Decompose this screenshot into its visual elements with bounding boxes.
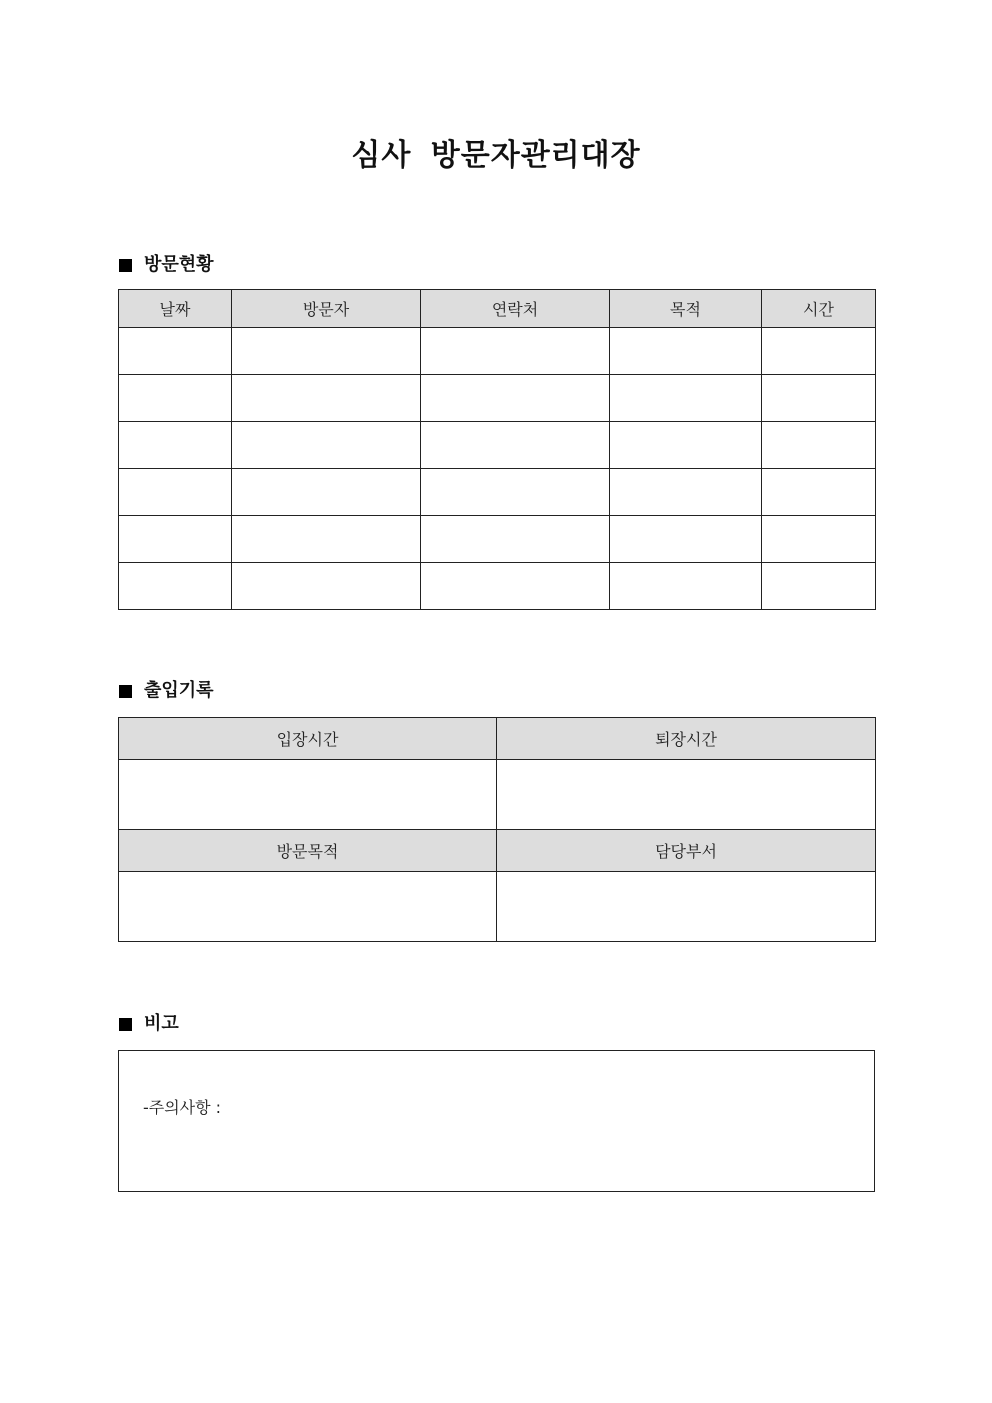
visitor-cell[interactable]: [232, 375, 421, 422]
remarks-note: -주의사항 :: [143, 1098, 222, 1117]
black-square-icon: [119, 1018, 132, 1031]
date-cell[interactable]: [119, 563, 232, 610]
exit-time-cell[interactable]: [497, 760, 876, 830]
time-cell[interactable]: [762, 422, 876, 469]
date-cell[interactable]: [119, 328, 232, 375]
column-header-date: 날짜: [119, 290, 232, 328]
section-heading-label: 출입기록: [144, 680, 214, 701]
purpose-cell[interactable]: [610, 563, 762, 610]
contact-cell[interactable]: [421, 328, 610, 375]
column-header-contact: 연락처: [421, 290, 610, 328]
table-row: [119, 469, 876, 516]
column-header-visitor: 방문자: [232, 290, 421, 328]
date-cell[interactable]: [119, 375, 232, 422]
contact-cell[interactable]: [421, 469, 610, 516]
document-title: 심사 방문자관리대장: [351, 138, 641, 173]
visitor-cell[interactable]: [232, 516, 421, 563]
table-header-row: [119, 290, 876, 328]
entry-time-cell[interactable]: [119, 760, 497, 830]
time-cell[interactable]: [762, 516, 876, 563]
time-cell[interactable]: [762, 469, 876, 516]
table-row: [119, 563, 876, 610]
purpose-cell[interactable]: [610, 375, 762, 422]
black-square-icon: [119, 259, 132, 272]
contact-cell[interactable]: [421, 563, 610, 610]
visit-purpose-header: 방문목적: [119, 830, 497, 872]
time-cell[interactable]: [762, 328, 876, 375]
department-cell[interactable]: [497, 872, 876, 942]
visit-purpose-cell[interactable]: [119, 872, 497, 942]
table-header-row: [119, 830, 876, 872]
contact-cell[interactable]: [421, 375, 610, 422]
table-row: [119, 872, 876, 942]
column-header-purpose: 목적: [610, 290, 762, 328]
date-cell[interactable]: [119, 469, 232, 516]
section-heading-remarks: [119, 1012, 179, 1036]
contact-cell[interactable]: [421, 422, 610, 469]
purpose-cell[interactable]: [610, 328, 762, 375]
visitor-cell[interactable]: [232, 328, 421, 375]
table-row: [119, 328, 876, 375]
table-row: [119, 760, 876, 830]
visit-status-table: [118, 289, 876, 610]
section-heading-entry-log: [119, 679, 214, 703]
table-row: [119, 422, 876, 469]
visitor-cell[interactable]: [232, 563, 421, 610]
visitor-cell[interactable]: [232, 422, 421, 469]
section-heading-visit-status: [119, 253, 214, 277]
remarks-box[interactable]: [118, 1050, 875, 1192]
entry-log-table: [118, 717, 876, 942]
time-cell[interactable]: [762, 375, 876, 422]
exit-time-header: 퇴장시간: [497, 718, 876, 760]
table-row: [119, 375, 876, 422]
black-square-icon: [119, 685, 132, 698]
section-heading-label: 방문현황: [144, 254, 214, 275]
table-header-row: [119, 718, 876, 760]
department-header: 담당부서: [497, 830, 876, 872]
contact-cell[interactable]: [421, 516, 610, 563]
purpose-cell[interactable]: [610, 422, 762, 469]
date-cell[interactable]: [119, 422, 232, 469]
date-cell[interactable]: [119, 516, 232, 563]
entry-time-header: 입장시간: [119, 718, 497, 760]
table-row: [119, 516, 876, 563]
column-header-time: 시간: [762, 290, 876, 328]
purpose-cell[interactable]: [610, 469, 762, 516]
visitor-cell[interactable]: [232, 469, 421, 516]
section-heading-label: 비고: [144, 1013, 179, 1034]
purpose-cell[interactable]: [610, 516, 762, 563]
time-cell[interactable]: [762, 563, 876, 610]
